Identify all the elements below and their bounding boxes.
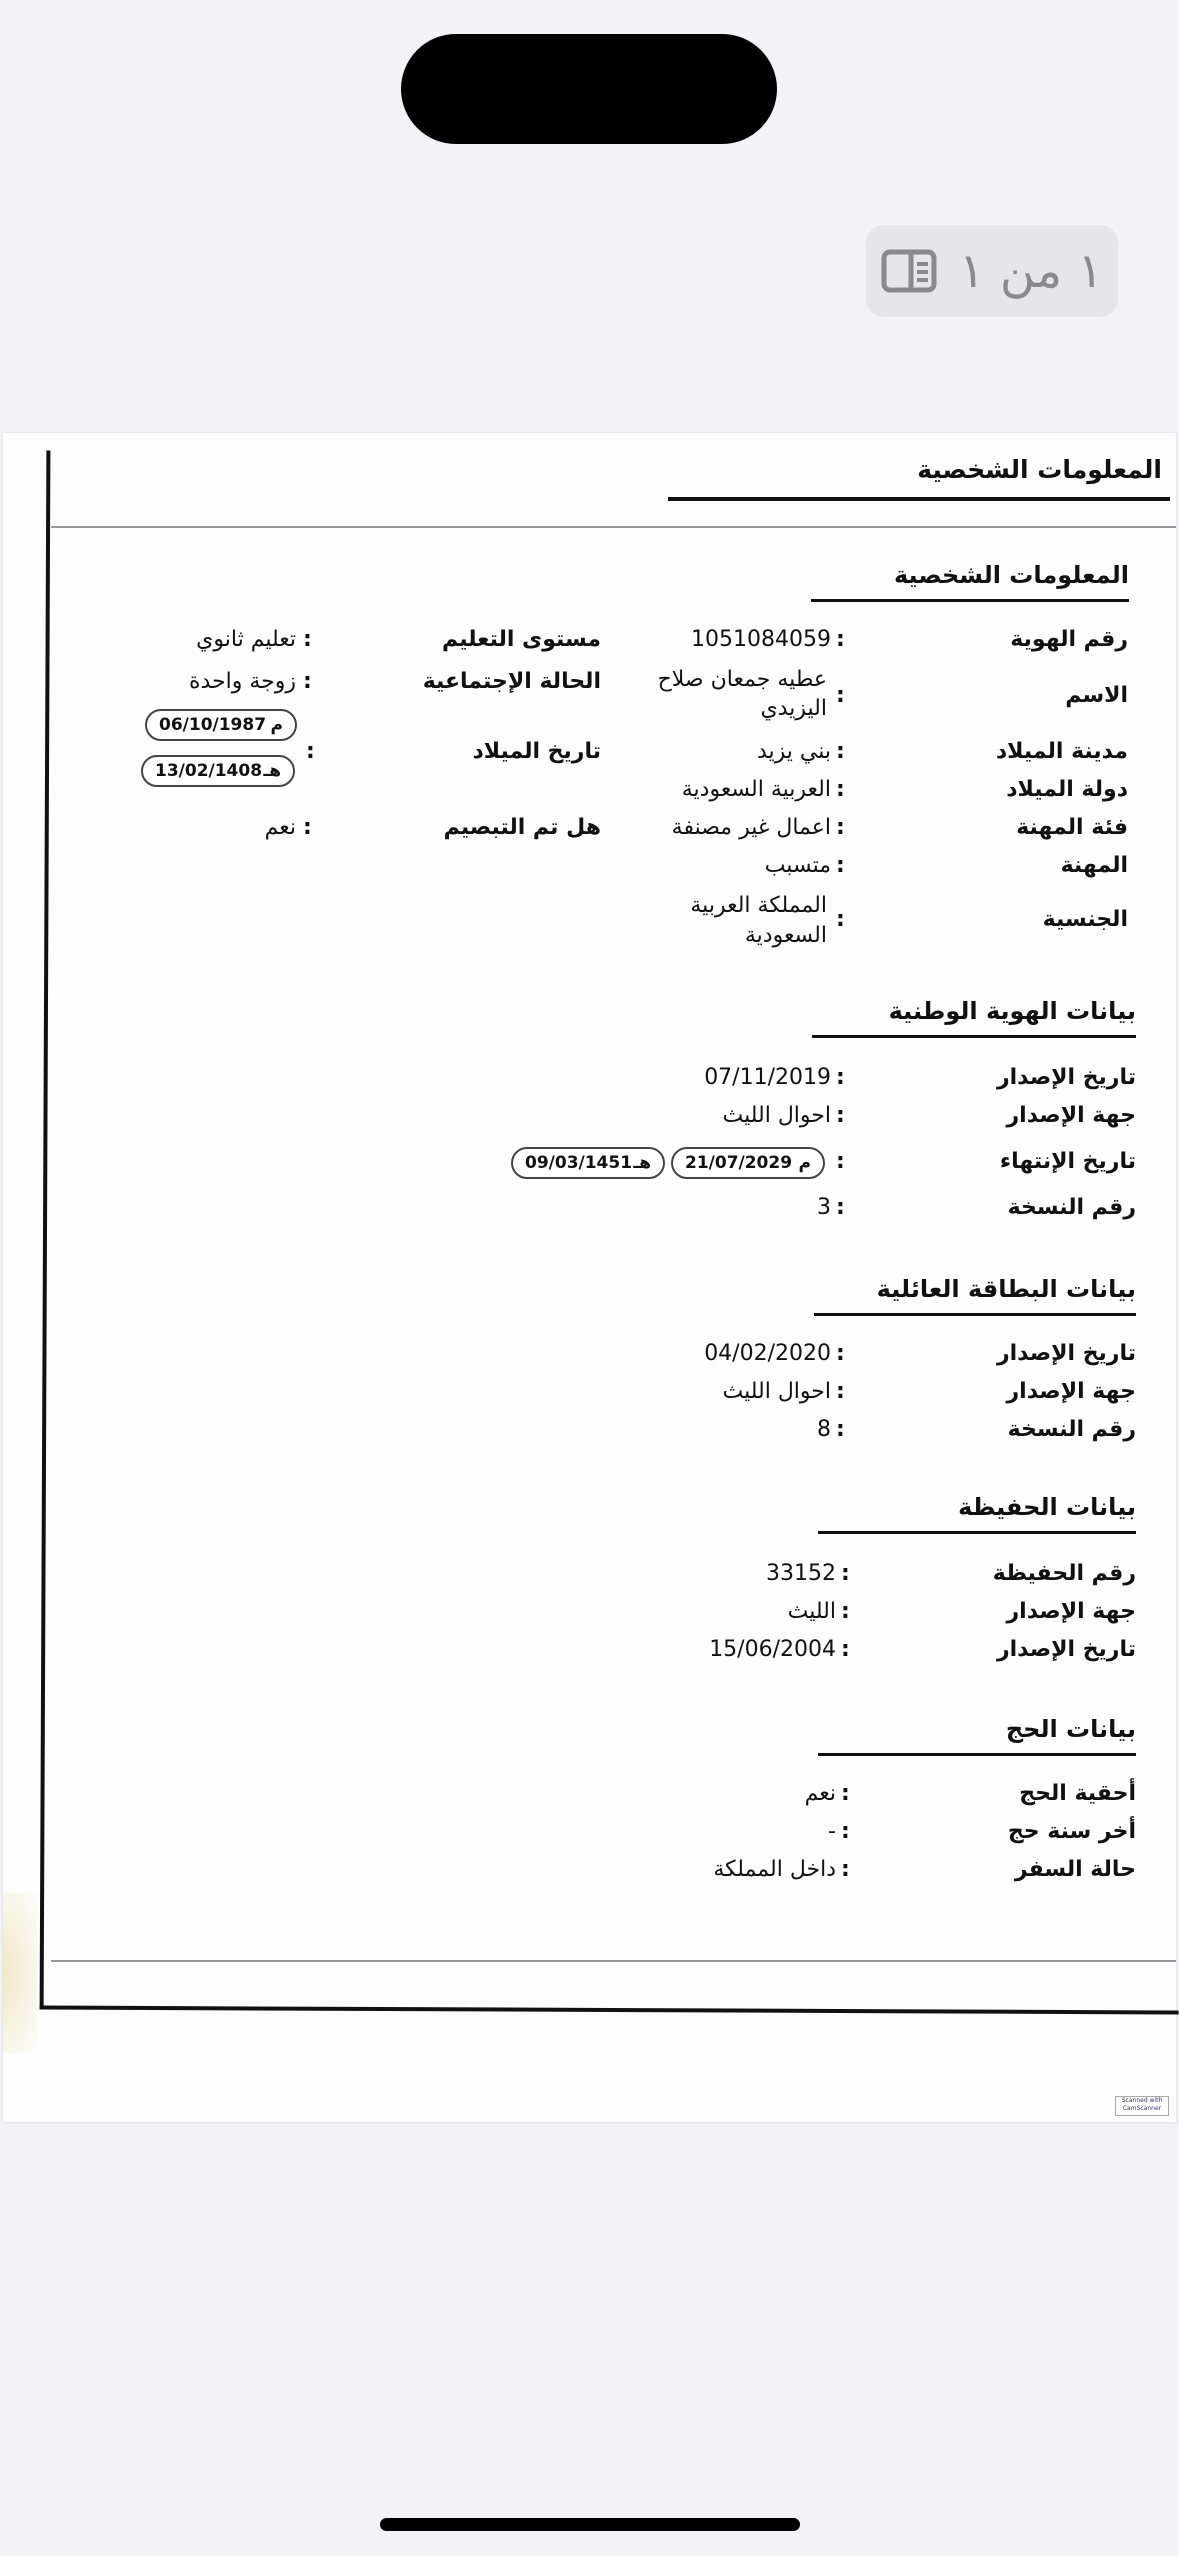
job-value: متسبب xyxy=(764,853,831,878)
name-value-line1: عطيه جمعان صلاح xyxy=(657,667,827,692)
nid-expiry-hijri: 09/03/1451 xyxy=(525,1153,633,1173)
family-issue-date-label: تاريخ الإصدار xyxy=(996,1341,1136,1366)
page-indicator-text: ١ من ١ xyxy=(958,243,1104,299)
nationality-value-line1: المملكة العربية xyxy=(690,893,827,918)
dob-label: تاريخ الميلاد xyxy=(472,739,601,764)
section-title-family-card: بيانات البطاقة العائلية xyxy=(876,1275,1136,1303)
scanner-stamp: Scanned with CamScanner xyxy=(1115,2096,1169,2116)
deed-issuer-value: الليث xyxy=(787,1599,836,1624)
nid-issue-date-label: تاريخ الإصدار xyxy=(996,1065,1136,1090)
birth-country-value: العربية السعودية xyxy=(681,777,831,802)
name-value-line2: اليزيدي xyxy=(760,696,827,721)
deed-issue-date-label: تاريخ الإصدار xyxy=(996,1637,1136,1662)
hajj-travel-value: داخل المملكة xyxy=(713,1857,836,1882)
nid-expiry-hijri-pill: 09/03/1451 هـ xyxy=(511,1147,665,1179)
nid-copy-label: رقم النسخة xyxy=(1007,1195,1136,1220)
family-issue-date-value: 04/02/2020 xyxy=(704,1341,831,1366)
hajj-eligible-label: أحقية الحج xyxy=(1019,1781,1136,1806)
job-category-value: اعمال غير مصنفة xyxy=(671,815,831,840)
birth-city-label: مدينة الميلاد xyxy=(995,739,1128,764)
family-copy-label: رقم النسخة xyxy=(1007,1417,1136,1442)
section-title-hajj: بيانات الحج xyxy=(1005,1715,1136,1743)
job-category-label: فئة المهنة xyxy=(1016,815,1128,840)
nationality-label: الجنسية xyxy=(1042,907,1128,932)
nid-issue-date-value: 07/11/2019 xyxy=(704,1065,831,1090)
page-layout-icon xyxy=(881,249,937,293)
birth-country-label: دولة الميلاد xyxy=(1006,777,1128,802)
nid-issuer-label: جهة الإصدار xyxy=(1006,1103,1136,1128)
name-label: الاسم xyxy=(1065,683,1128,708)
education-label: مستوى التعليم xyxy=(441,627,601,652)
job-label: المهنة xyxy=(1060,853,1128,878)
home-indicator[interactable] xyxy=(380,2518,800,2531)
fingerprint-label: هل تم التبصيم xyxy=(443,815,601,840)
nationality-value-line2: السعودية xyxy=(744,923,827,948)
dob-gregorian-pill: 06/10/1987 م xyxy=(145,709,297,741)
family-issuer-value: احوال الليث xyxy=(722,1379,831,1404)
section-title-deed: بيانات الحفيظة xyxy=(958,1493,1136,1521)
family-copy-value: 8 xyxy=(817,1417,831,1442)
birth-city-value: بني يزيد xyxy=(756,739,831,764)
marital-label: الحالة الإجتماعية xyxy=(422,669,601,694)
id-label: رقم الهوية xyxy=(1010,627,1128,652)
document-header: المعلومات الشخصية xyxy=(917,455,1162,484)
nid-issuer-value: احوال الليث xyxy=(722,1103,831,1128)
deed-number-value: 33152 xyxy=(766,1561,836,1586)
dob-hijri-pill: 13/02/1408 هـ xyxy=(141,755,295,787)
dob-hijri: 13/02/1408 xyxy=(155,761,263,781)
nid-expiry-label: تاريخ الإنتهاء xyxy=(999,1149,1136,1174)
deed-issue-date-value: 15/06/2004 xyxy=(709,1637,836,1662)
dynamic-island xyxy=(401,34,777,144)
hajj-travel-label: حالة السفر xyxy=(1014,1857,1136,1882)
id-value: 1051084059 xyxy=(691,627,831,652)
nid-expiry-gregorian-pill: 21/07/2029 م xyxy=(671,1147,825,1179)
hajj-eligible-value: نعم xyxy=(804,1781,836,1806)
fingerprint-value: نعم xyxy=(264,815,296,840)
nid-expiry-gregorian: 21/07/2029 xyxy=(685,1153,793,1173)
section-title-national-id: بيانات الهوية الوطنية xyxy=(888,997,1136,1025)
marital-value: زوجة واحدة xyxy=(188,669,296,694)
family-issuer-label: جهة الإصدار xyxy=(1006,1379,1136,1404)
nid-copy-value: 3 xyxy=(817,1195,831,1220)
hajj-last-year-value: - xyxy=(828,1819,836,1844)
hajj-last-year-label: أخر سنة حج xyxy=(1007,1819,1136,1844)
education-value: تعليم ثانوي xyxy=(196,627,296,652)
deed-number-label: رقم الحفيظة xyxy=(992,1561,1136,1586)
scanned-document: المعلومات الشخصية المعلومات الشخصية رقم الهوية : 1051084059 الاسم : عطيه جمعان صلاح اليزيدي مدينة الميلاد : بني يزيد دولة الميلاد : العربية السعودية فئة المهنة : اعمال غير مصنفة المهنة : متسبب الجنسية : المملكة العربية السعودية مستوى التعليم : تعليم ثانوي الحالة الإجتماعية : زوجة واحدة تاريخ الميلاد : 06/10/1987 م 13/02/1408 هـ هل تم التبصيم : نعم بيانات الهوية الوطنية تاريخ الإصدار : 07/11/2019 جهة الإصدار : احوال الليث تاريخ الإنتهاء : 21/07/2029 م 09/03/1451 هـ رقم النسخة : 3 بيانات البطاقة العائلية تاريخ الإصدار : 04/02/2020 جهة الإصدار : احوال الليث رقم النسخة : 8 بيانات الحفيظة رقم الحفيظة : 33152 جهة الإصدار : الليث تاريخ الإصدار : 15/06/2004 بيانات الحج أحقية الحج : نعم أخر سنة حج : - حالة السفر : داخل المملكة Scanned with CamScanner xyxy=(3,433,1176,2122)
deed-issuer-label: جهة الإصدار xyxy=(1006,1599,1136,1624)
dob-gregorian: 06/10/1987 xyxy=(159,715,267,735)
section-title-personal: المعلومات الشخصية xyxy=(893,561,1129,589)
page-indicator[interactable] xyxy=(866,225,1118,317)
